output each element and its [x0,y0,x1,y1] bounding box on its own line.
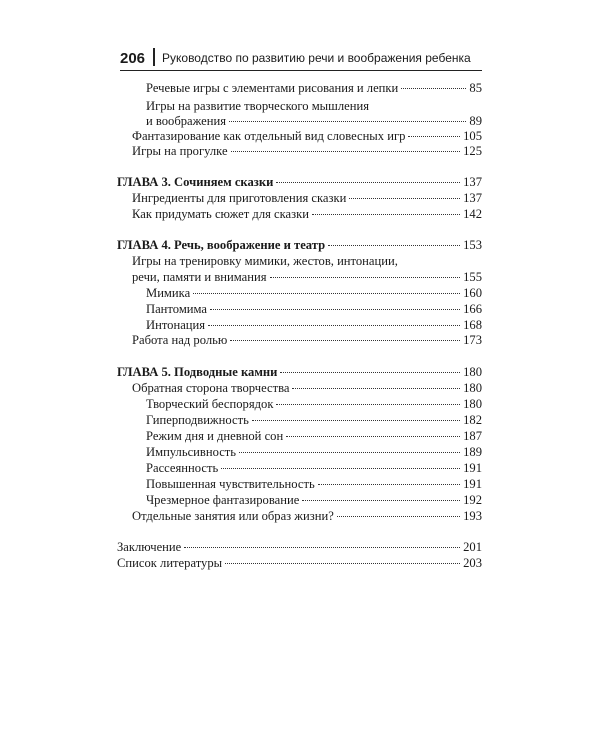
toc-entry-page: 173 [463,333,482,347]
page-number: 206 [120,50,146,67]
dot-leader [229,121,466,122]
toc-entry-page: 203 [463,556,482,570]
toc-entry-page: 201 [463,540,482,554]
toc-chapter-title: ГЛАВА 5. Подводные камни [117,365,278,379]
dot-leader [230,340,460,341]
toc-entry [117,554,482,572]
toc-entry-title: Интонация [146,318,206,332]
toc-entry-page: 125 [463,144,482,158]
toc-entry-title: Ингредиенты для приготовления сказки [132,191,347,205]
dot-leader [210,309,460,310]
toc-entry-page: 105 [463,129,482,143]
toc-entry-title: Мимика [146,286,191,300]
toc-entry-title: Обратная сторона творчества [132,381,290,395]
toc-entry-page: 193 [463,509,482,523]
toc-chapter-title: ГЛАВА 3. Сочиняем сказки [117,175,274,189]
toc-entry-title: Фантазирование как отдельный вид словесных игр [132,129,406,143]
toc-entry-title: Отдельные занятия или образ жизни? [132,509,334,523]
dot-leader [318,484,460,485]
toc-entry-page: 191 [463,461,482,475]
dot-leader [349,198,460,199]
toc-entry [132,507,482,525]
toc-entry-page: 153 [463,238,482,252]
dot-leader [270,277,461,278]
toc-entry-page: 180 [463,397,482,411]
toc-chapter-title: ГЛАВА 4. Речь, воображение и театр [117,238,326,252]
toc-entry-title: Творческий беспорядок [146,397,274,411]
toc-entry-page: 85 [469,81,482,95]
dot-leader [292,388,460,389]
toc-entry-page: 180 [463,365,482,379]
toc-entry-page: 160 [463,286,482,300]
toc-entry-title: Игры на прогулке [132,144,228,158]
dot-leader [312,214,460,215]
toc-entry-page: 187 [463,429,482,443]
dot-leader [231,151,461,152]
toc-entry [132,205,482,223]
dot-leader [184,547,460,548]
dot-leader [225,563,460,564]
toc-entry [146,79,482,97]
toc-entry-page: 192 [463,493,482,507]
toc-entry-page: 189 [463,445,482,459]
dot-leader [193,293,460,294]
toc-entry-title: Игры на тренировку мимики, жестов, интонации, [132,254,398,268]
toc-entry-page: 155 [463,270,482,284]
toc-entry-title: речи, памяти и внимания [132,270,267,284]
toc-entry-page: 137 [463,175,482,189]
dot-leader [280,372,460,373]
dot-leader [221,468,460,469]
toc-entry-page: 191 [463,477,482,491]
dot-leader [276,404,460,405]
toc-entry-page: 89 [469,114,482,128]
dot-leader [252,420,460,421]
toc-entry-page: 168 [463,318,482,332]
toc-entry-page: 166 [463,302,482,316]
toc-entry [132,142,482,160]
toc-entry-title: Пантомима [146,302,208,316]
toc-entry-title: Работа над ролью [132,333,228,347]
toc-entry-title: Режим дня и дневной сон [146,429,284,443]
dot-leader [302,500,460,501]
toc-entry-title: Заключение [117,540,182,554]
toc-entry-page: 142 [463,207,482,221]
dot-leader [286,436,460,437]
toc-entry-page: 182 [463,413,482,427]
running-title: Руководство по развитию речи и воображения ребенка [162,51,471,65]
dot-leader [208,325,460,326]
toc-entry-page: 137 [463,191,482,205]
toc-entry-title: Как придумать сюжет для сказки [132,207,309,221]
toc-entry-title: Импульсивность [146,445,237,459]
dot-leader [337,516,460,517]
toc-entry-title: Гиперподвижность [146,413,249,427]
toc-entry-title: Повышенная чувствительность [146,477,315,491]
dot-leader [328,245,460,246]
toc-entry-title: и воображения [146,114,227,128]
dot-leader [239,452,460,453]
toc-entry-title: Рассеянность [146,461,219,475]
toc-entry-title: Игры на развитие творческого мышления [146,99,369,113]
dot-leader [408,136,460,137]
toc-entry-title: Список литературы [117,556,223,570]
toc-entry-title: Речевые игры с элементами рисования и лепки [146,81,399,95]
toc-entry-title: Чрезмерное фантазирование [146,493,300,507]
dot-leader [401,88,466,89]
toc-entry [132,331,482,349]
toc-entry-page: 180 [463,381,482,395]
dot-leader [276,182,460,183]
